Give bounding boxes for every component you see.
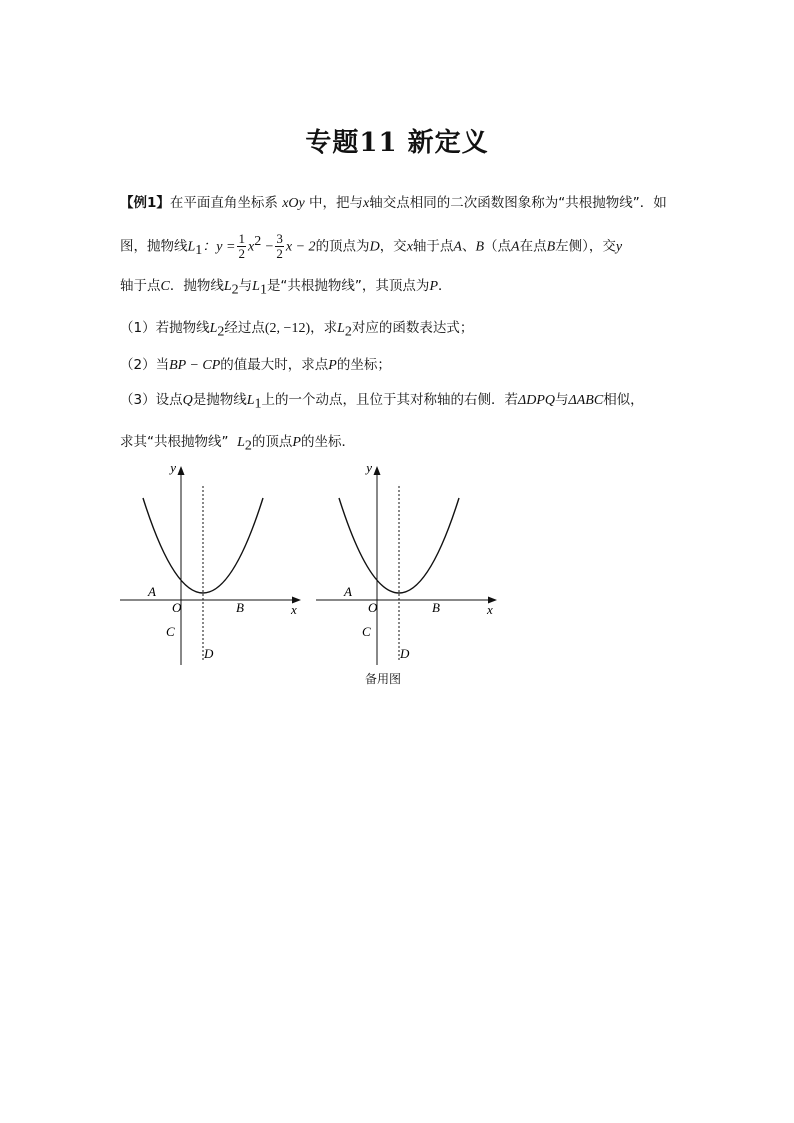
svg-text:A: A bbox=[344, 584, 352, 599]
svg-text:D: D bbox=[400, 646, 410, 661]
fraction-one-half: $\frac{1}{2}$ bbox=[238, 231, 245, 261]
problem-line-3: 轴于点C．抛物线$L_2$与$L_1$是“共根抛物线”，其顶点为P． bbox=[120, 278, 452, 298]
svg-text:C: C bbox=[362, 624, 371, 639]
svg-text:O: O bbox=[368, 600, 378, 615]
svg-text:x: x bbox=[487, 602, 493, 617]
svg-text:y: y bbox=[366, 460, 372, 475]
question-3: （3）设点Q是抛物线$L_1$上的一个动点，且位于其对称轴的右侧．若ΔDPQ与ΔABC相似， bbox=[120, 392, 644, 412]
page-title: 专题11 新定义 bbox=[305, 128, 489, 158]
fraction-three-halves: $\frac{3}{2}$ bbox=[276, 231, 283, 261]
question-2: （2）当BP − CP的值最大时，求点P的坐标； bbox=[120, 357, 391, 373]
parabola-graph-spare bbox=[311, 458, 501, 668]
figure-caption: 备用图 bbox=[365, 672, 402, 686]
example-label: 【例1】 bbox=[120, 195, 170, 211]
problem-line-1: 【例1】在平面直角坐标系 xOy 中，把与x轴交点相同的二次函数图象称为“共根抛物线”．如 bbox=[120, 195, 667, 211]
svg-text:O: O bbox=[172, 600, 182, 615]
parabola-graph bbox=[115, 458, 305, 668]
svg-text:A: A bbox=[148, 584, 156, 599]
svg-text:y: y bbox=[170, 460, 176, 475]
y-axis-arrow-icon bbox=[178, 466, 185, 475]
svg-text:C: C bbox=[166, 624, 175, 639]
svg-text:B: B bbox=[432, 600, 440, 615]
svg-text:B: B bbox=[236, 600, 244, 615]
question-1: （1）若抛物线$L_2$经过点(2, −12)，求$L_2$对应的函数表达式； bbox=[120, 320, 474, 340]
y-axis-arrow-icon bbox=[374, 466, 381, 475]
svg-text:x: x bbox=[291, 602, 297, 617]
svg-text:D: D bbox=[204, 646, 214, 661]
problem-line-2: 图，抛物线$L_1$：y = $\frac{1}{2}$ $x^2$ − $\frac{3}{2}$ x − 2的顶点为D，交x轴于点A、B（点A在点B左侧），交y bbox=[120, 231, 623, 261]
question-3-cont: 求其“共根抛物线” $L_2$的顶点P的坐标． bbox=[120, 434, 355, 454]
